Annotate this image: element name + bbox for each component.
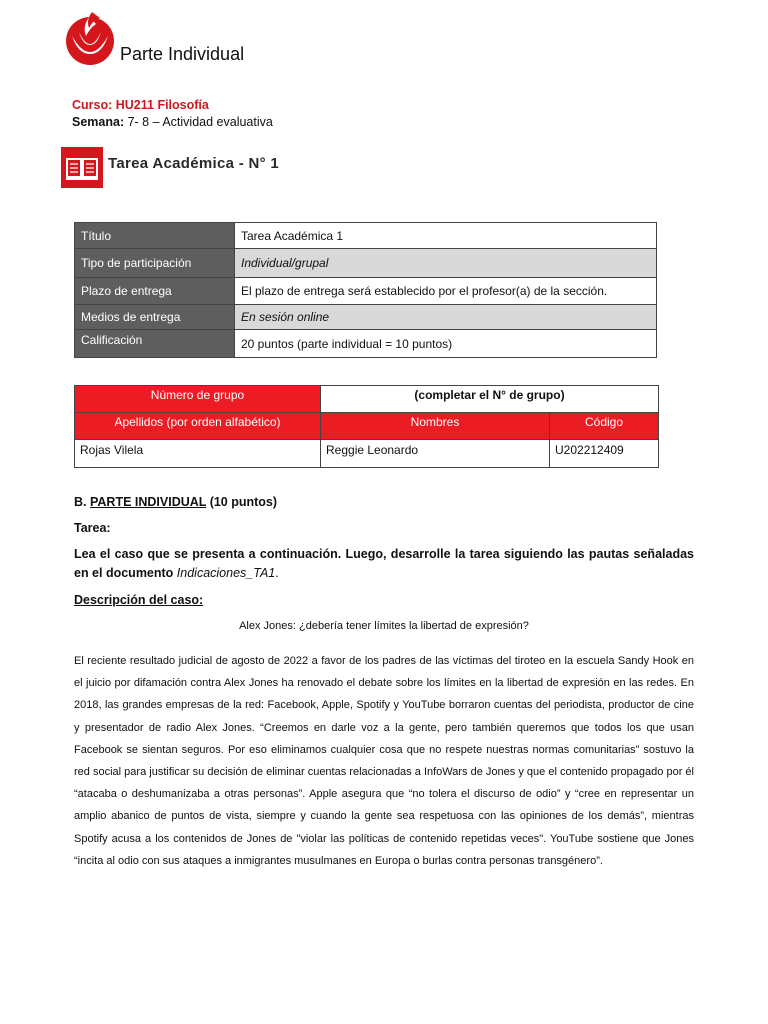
- case-title: Alex Jones: ¿debería tener límites la libertad de expresión?: [239, 620, 529, 632]
- table-row: [75, 440, 659, 468]
- week-value: 7- 8 – Actividad evaluativa: [127, 115, 273, 129]
- info-label: Plazo de entrega: [75, 278, 235, 305]
- instruction-main: Lea el caso que se presenta a continuación. Luego, desarrolle la tarea siguiendo las pautas señaladas en el documento: [74, 547, 694, 580]
- info-label: Título: [75, 223, 235, 249]
- cell-surnames: Rojas Vilela: [75, 440, 321, 468]
- group-table: [74, 385, 659, 468]
- university-logo-icon: [62, 10, 118, 66]
- case-paragraph: El reciente resultado judicial de agosto de 2022 a favor de los padres de las víctimas del tiroteo en la escuela Sandy Hook en el juicio por difamación contra Alex Jones ha renovado el debate sobre los límites en la libertad de expresión en las redes. En 2018, las grandes empresas de la red: Facebook, Apple, Spotify y YouTube borraron cuentas del periodista, productor de cine y presentador de radio Alex Jones. “Creemos en darle voz a la gente, pero también queremos que todos los que usan Facebook se sientan seguros. Por eso eliminamos cualquier cosa que no respete nuestras normas comunitarias” sostuvo la red social para justificar su decisión de eliminar cuentas relacionadas a InfoWars de Jones y que el contenido propagado por él “atacaba o deshumanizaba a otras personas”. Apple asegura que “no tolera el discurso de odio” y “cree en representar un amplio abanico de puntos de vista, siempre y cuando la gente sea respetuosa con las opiniones de los demás”, mientras Spotify acusa a los contenidos de Jones de "violar las políticas de contenido repetidas veces". YouTube sostiene que Jones “incita al odio con sus ataques a inmigrantes musulmanes en Europa o burlas contra personas transgénero”.: [74, 655, 694, 867]
- section-prefix: B.: [74, 495, 87, 509]
- table-row: [75, 330, 657, 358]
- info-value: 20 puntos (parte individual = 10 puntos): [235, 330, 657, 358]
- group-number-value: (completar el N° de grupo): [321, 386, 659, 413]
- section-title: PARTE INDIVIDUAL: [89, 495, 207, 509]
- info-value: Tarea Académica 1: [235, 223, 657, 249]
- info-value: El plazo de entrega será establecido por el profesor(a) de la sección.: [235, 278, 657, 305]
- info-table: [74, 222, 657, 358]
- book-icon: [61, 147, 103, 188]
- instruction-end: .: [275, 566, 279, 580]
- table-row: [75, 278, 657, 305]
- task-title: Tarea Académica - N° 1: [108, 155, 280, 172]
- description-title: Descripción del caso:: [74, 593, 204, 607]
- course-label: Curso: HU211 Filosofía: [72, 98, 209, 112]
- column-header-code: Código: [550, 413, 659, 440]
- cell-names: Reggie Leonardo: [321, 440, 550, 468]
- info-label: Medios de entrega: [75, 305, 235, 330]
- tarea-label: Tarea:: [74, 521, 111, 535]
- section-b-heading: [74, 495, 277, 509]
- column-header-names: Nombres: [321, 413, 550, 440]
- table-row: [75, 413, 659, 440]
- group-number-label: Número de grupo: [75, 386, 321, 413]
- instruction-text: [74, 545, 694, 583]
- info-value: En sesión online: [235, 305, 657, 330]
- cell-code: U202212409: [550, 440, 659, 468]
- table-row: [75, 249, 657, 278]
- table-row: [75, 223, 657, 249]
- instruction-doc: Indicaciones_TA1: [176, 566, 276, 580]
- table-row: [75, 386, 659, 413]
- week-key: Semana:: [72, 115, 125, 129]
- page-title: Parte Individual: [120, 44, 245, 64]
- column-header-surnames: Apellidos (por orden alfabético): [75, 413, 321, 440]
- info-label: Tipo de participación: [75, 249, 235, 278]
- info-label: Calificación: [75, 330, 235, 358]
- week-label: [72, 115, 273, 129]
- section-points: (10 puntos): [209, 495, 278, 509]
- table-row: [75, 305, 657, 330]
- info-value: Individual/grupal: [235, 249, 657, 278]
